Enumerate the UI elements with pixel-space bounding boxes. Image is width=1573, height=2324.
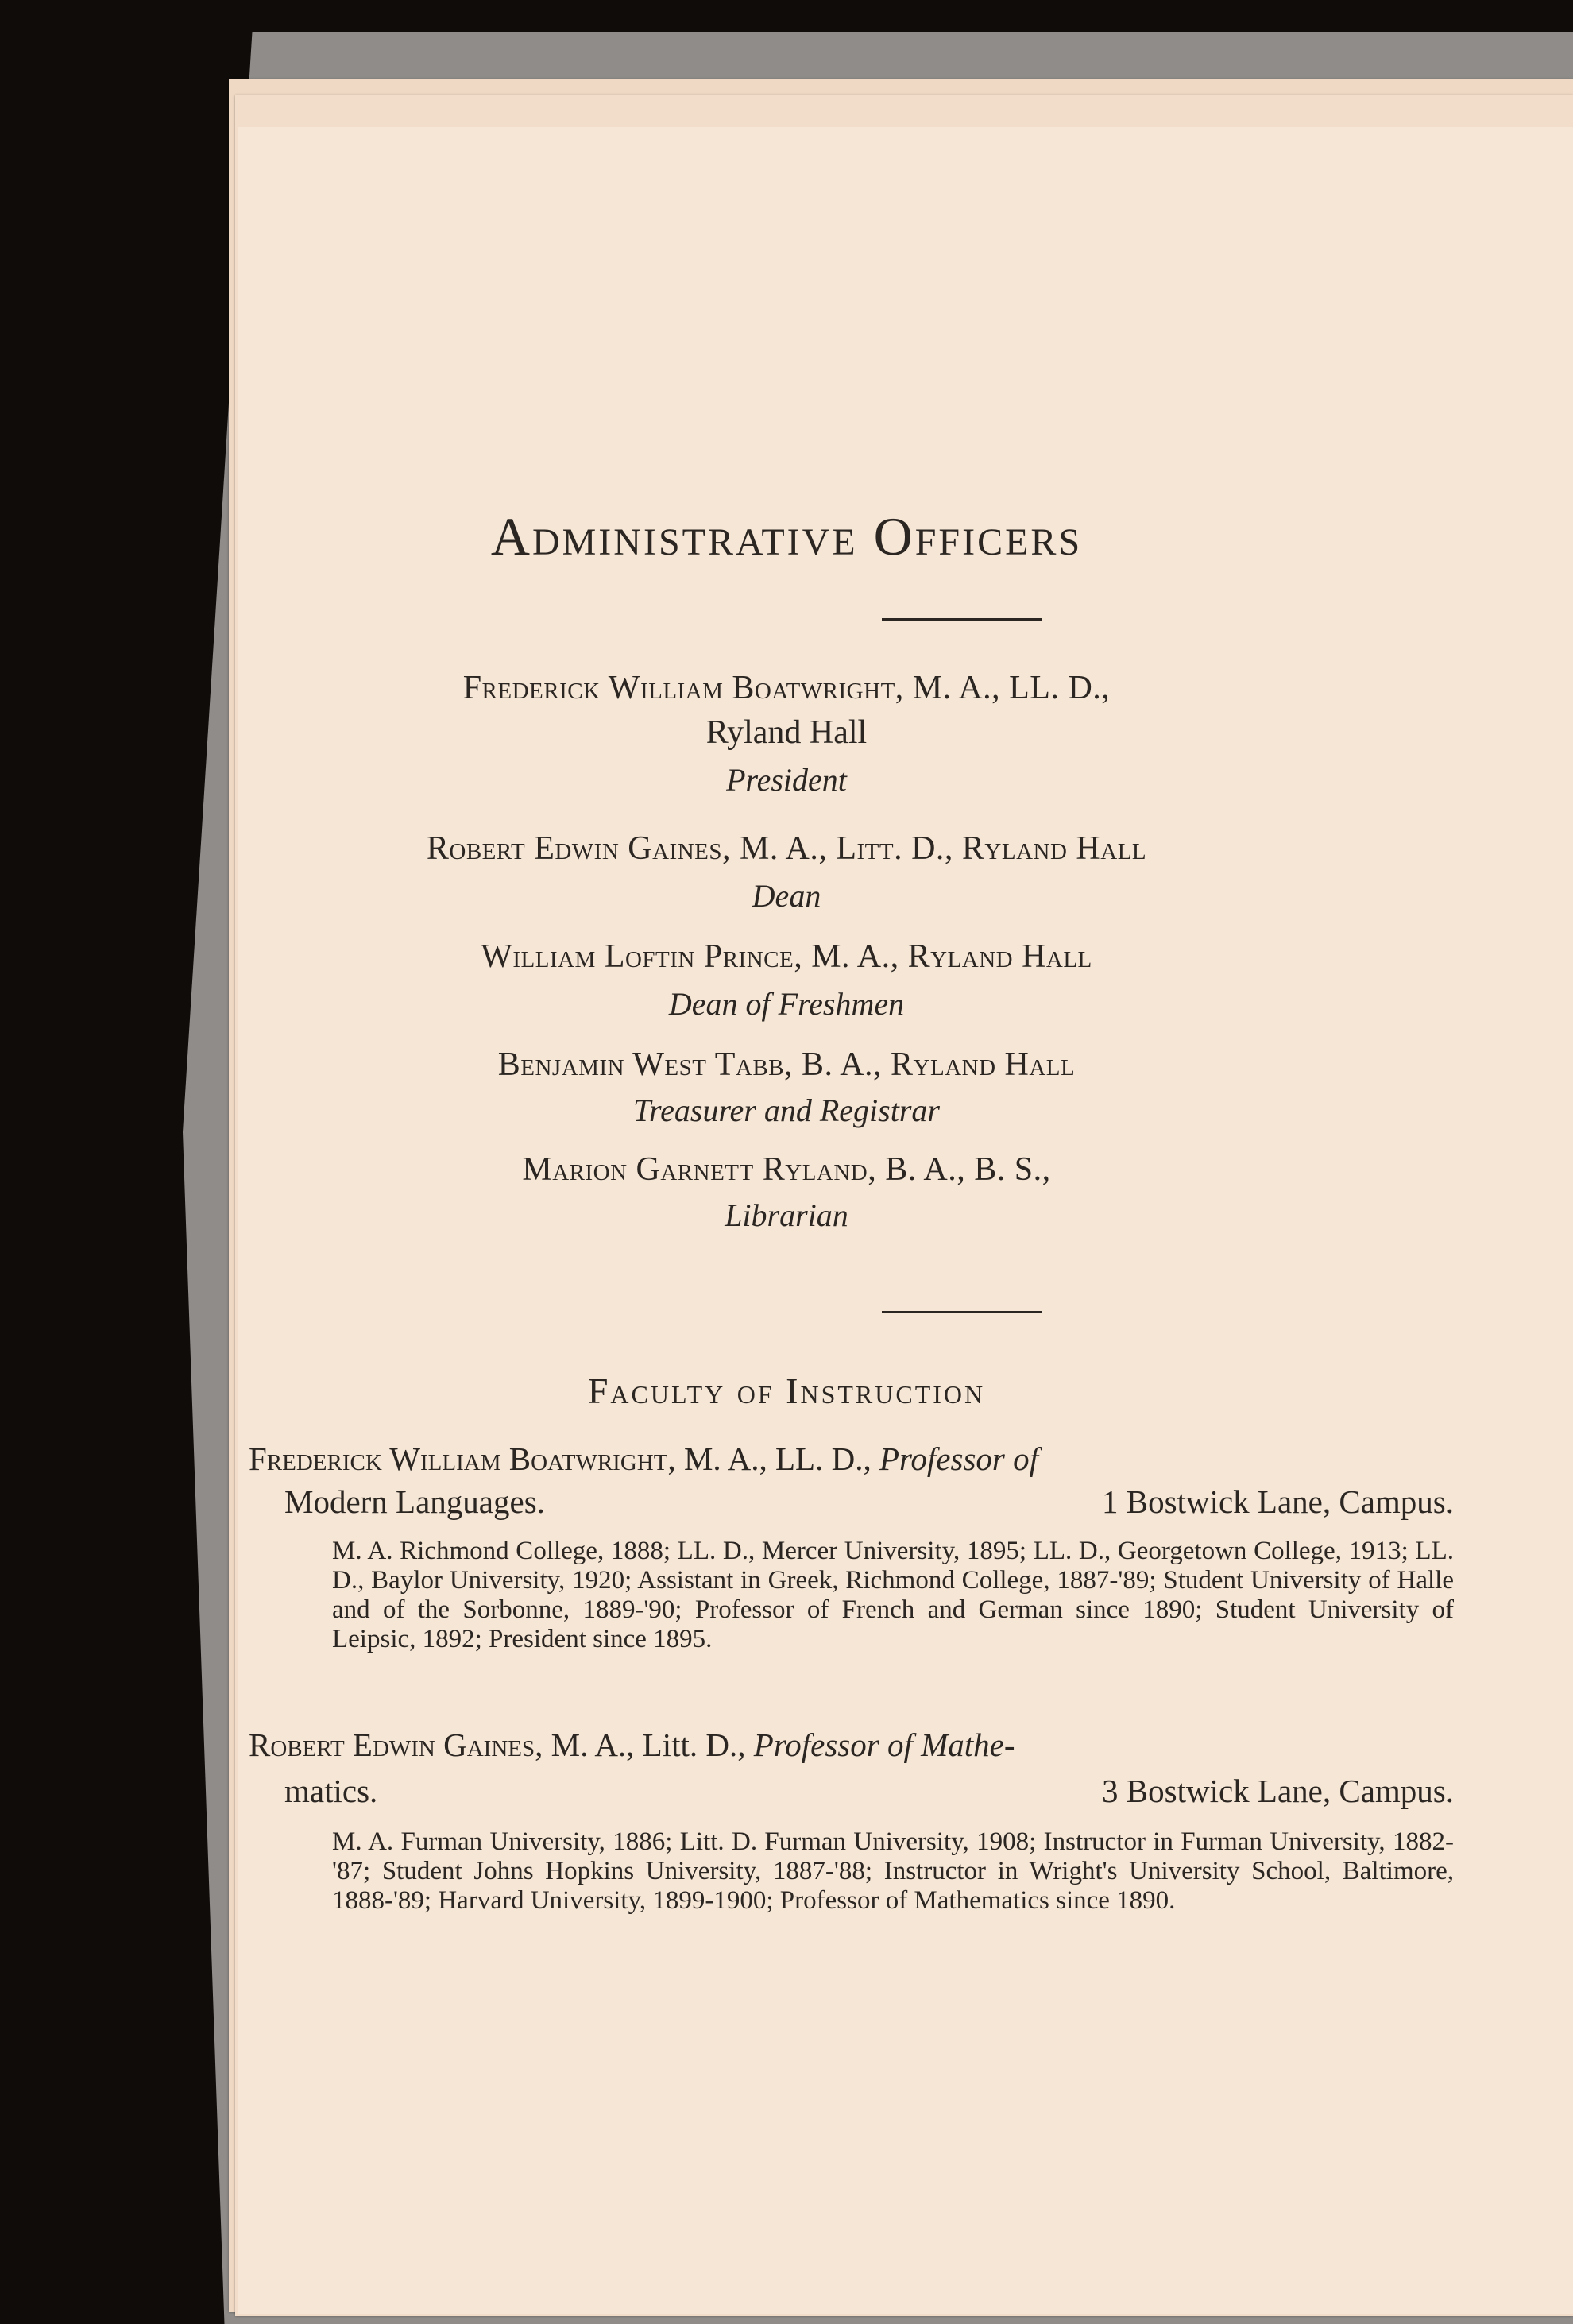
faculty-2-title-a: Professor of Mathe- [753,1727,1015,1763]
officer-3-name: William Loftin Prince, M. A., Ryland Hall [481,938,1092,975]
faculty-1-bio: M. A. Richmond College, 1888; LL. D., Mercer University, 1895; LL. D., Georgetown College, 1913; LL. D., Baylor University, 1920; Assistant in Greek, Richmond College, 1887-'89; Student University of Halle and of the Sorbonne, 1889-'90; Professor of French and German since 1890; Student University of Leipsic, 1892; President since 1895. [332,1537,1454,1653]
officer-5-name: Marion Garnett Ryland, B. A., B. S., [522,1151,1051,1188]
officer-3-role: Dean of Freshmen [668,986,905,1022]
administrative-officers-heading: Administrative Officers [490,506,1083,566]
faculty-1-name-line [249,1440,1454,1478]
officer-2-role: Dean [752,878,821,914]
document-page [238,127,1573,2314]
faculty-1-degrees: M. A., LL. D., [675,1440,879,1477]
faculty-1-title-a: Professor of [879,1440,1039,1477]
faculty-1-name: Frederick William Boatwright, [249,1440,676,1477]
faculty-2-bio: M. A. Furman University, 1886; Litt. D. Furman University, 1908; Instructor in Furman University, 1882-'87; Student Johns Hopkins University, 1887-'88; Instructor in Wright's University School, Baltimore, 1888-'89; Harvard University, 1899-1900; Professor of Mathematics since 1890. [332,1827,1454,1915]
divider-rule [882,1311,1042,1313]
faculty-2-title-b: matics. [284,1773,378,1809]
officer-4-name: Benjamin West Tabb, B. A., Ryland Hall [497,1046,1076,1083]
faculty-2-name: Robert Edwin Gaines, [249,1727,543,1763]
faculty-2-name-line [249,1726,1454,1764]
faculty-heading: Faculty of Instruction [587,1371,986,1411]
divider-rule [882,618,1042,621]
officer-5-role: Librarian [725,1197,848,1233]
officer-2-name: Robert Edwin Gaines, M. A., Litt. D., Ryland Hall [426,830,1147,867]
faculty-1-address: 1 Bostwick Lane, Campus. [1102,1483,1454,1520]
faculty-1-title-b: Modern Languages. [284,1483,545,1520]
officer-1-role: President [726,762,847,798]
officer-4-role: Treasurer and Registrar [633,1092,940,1128]
officer-1-name: Frederick William Boatwright, M. A., LL. D., [462,670,1111,706]
faculty-2-degrees: M. A., Litt. D., [543,1727,754,1763]
faculty-1-title-line [284,1483,1454,1521]
officer-1-location: Ryland Hall [705,714,868,751]
faculty-2-title-line [284,1772,1454,1810]
faculty-2-address: 3 Bostwick Lane, Campus. [1102,1773,1454,1809]
